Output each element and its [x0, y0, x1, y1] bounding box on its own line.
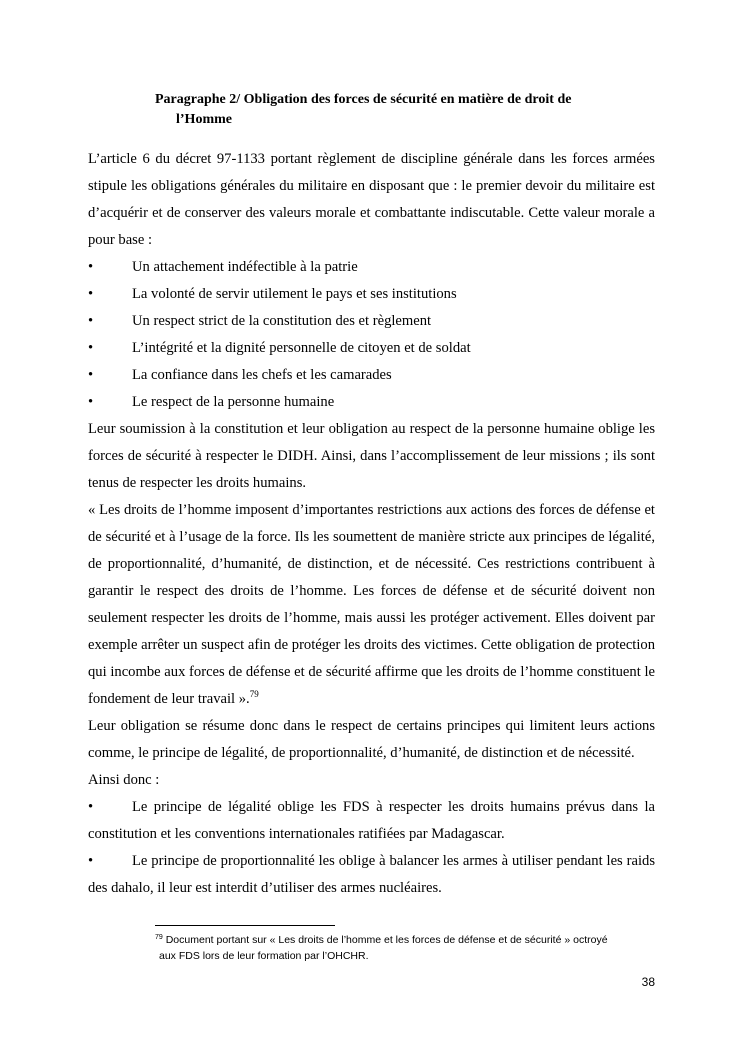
bullet-icon: • [88, 367, 94, 383]
list-item-text: Un attachement indéfectible à la patrie [132, 259, 358, 275]
list-item [88, 335, 655, 362]
list-item [88, 308, 655, 335]
list-item-text: Le principe de proportionnalité les oblige à balancer les armes à utiliser pendant les raids des dahalo, il leur est interdit d’utiliser des armes nucléaires. [88, 853, 655, 896]
list-item [88, 362, 655, 389]
list-item-text: Un respect strict de la constitution des et règlement [132, 313, 432, 329]
values-list [88, 254, 655, 416]
list-item [88, 848, 655, 902]
paragraph-summary: Leur obligation se résume donc dans le respect de certains principes qui limitent leurs actions comme, le principe de légalité, de proportionnalité, d’humanité, de distinction et de nécessité. [88, 718, 655, 761]
list-item [88, 794, 655, 848]
list-item-text: L’intégrité et la dignité personnelle de citoyen et de soldat [132, 340, 471, 356]
footnote-separator [155, 925, 335, 926]
bullet-icon: • [88, 853, 94, 869]
heading-line-2: l’Homme [176, 112, 232, 127]
bullet-icon: • [88, 313, 94, 329]
footnote-line-1: Document portant sur « Les droits de l’homme et les forces de défense et de sécurité » octroyé [165, 934, 608, 946]
paragraph-submission: Leur soumission à la constitution et leur obligation au respect de la personne humaine oblige les forces de sécurité à respecter le DIDH. Ainsi, dans l’accomplissement de leur missions ; ils sont tenus de respecter les droits humains. [88, 421, 655, 491]
footnote [155, 932, 655, 964]
document-body [88, 146, 655, 902]
bullet-icon: • [88, 799, 94, 815]
list-item [88, 281, 655, 308]
list-item-text: La confiance dans les chefs et les camarades [132, 367, 392, 383]
footnote-line-2: aux FDS lors de leur formation par l’OHCHR. [159, 950, 369, 962]
list-item-text: La volonté de servir utilement le pays et ses institutions [132, 286, 457, 302]
list-item [88, 254, 655, 281]
principles-list [88, 794, 655, 902]
paragraph-intro: L’article 6 du décret 97-1133 portant règlement de discipline générale dans les forces armées stipule les obligations générales du militaire en disposant que : le premier devoir du militaire est d’acquérir et de conserver des valeurs morale et combattante indiscutable. Cette valeur morale a pour base : [88, 151, 655, 248]
bullet-icon: • [88, 286, 94, 302]
footnote-number: 79 [155, 934, 163, 941]
bullet-icon: • [88, 394, 94, 410]
bullet-icon: • [88, 259, 94, 275]
page-number: 38 [641, 975, 655, 989]
footnote-reference[interactable]: 79 [249, 689, 259, 699]
list-item-text: Le respect de la personne humaine [132, 394, 335, 410]
paragraph-ainsi: Ainsi donc : [88, 772, 160, 788]
quote-paragraph [88, 497, 655, 713]
list-item-text: Le principe de légalité oblige les FDS à respecter les droits humains prévus dans la constitution et les conventions internationales ratifiées par Madagascar. [88, 799, 655, 842]
bullet-icon: • [88, 340, 94, 356]
section-heading [155, 90, 625, 130]
list-item [88, 389, 655, 416]
heading-line-1: Paragraphe 2/ Obligation des forces de sécurité en matière de droit de [155, 92, 572, 107]
quote-text: « Les droits de l’homme imposent d’importantes restrictions aux actions des forces de défense et de sécurité et à l’usage de la force. Ils les soumettent de manière stricte aux principes de légalité, de proportionnalité, d’humanité, de distinction, et de nécessité. Ces restrictions contribuent à garantir le respect des droits de l’homme. Les forces de défense et de sécurité doivent non seulement respecter les droits de l’homme, mais aussi les protéger activement. Elles doivent par exemple arrêter un suspect afin de protéger les droits des victimes. Cette obligation de protection qui incombe aux forces de défense et de sécurité affirme que les droits de l’homme constituent le fondement de leur travail ». [88, 502, 655, 707]
